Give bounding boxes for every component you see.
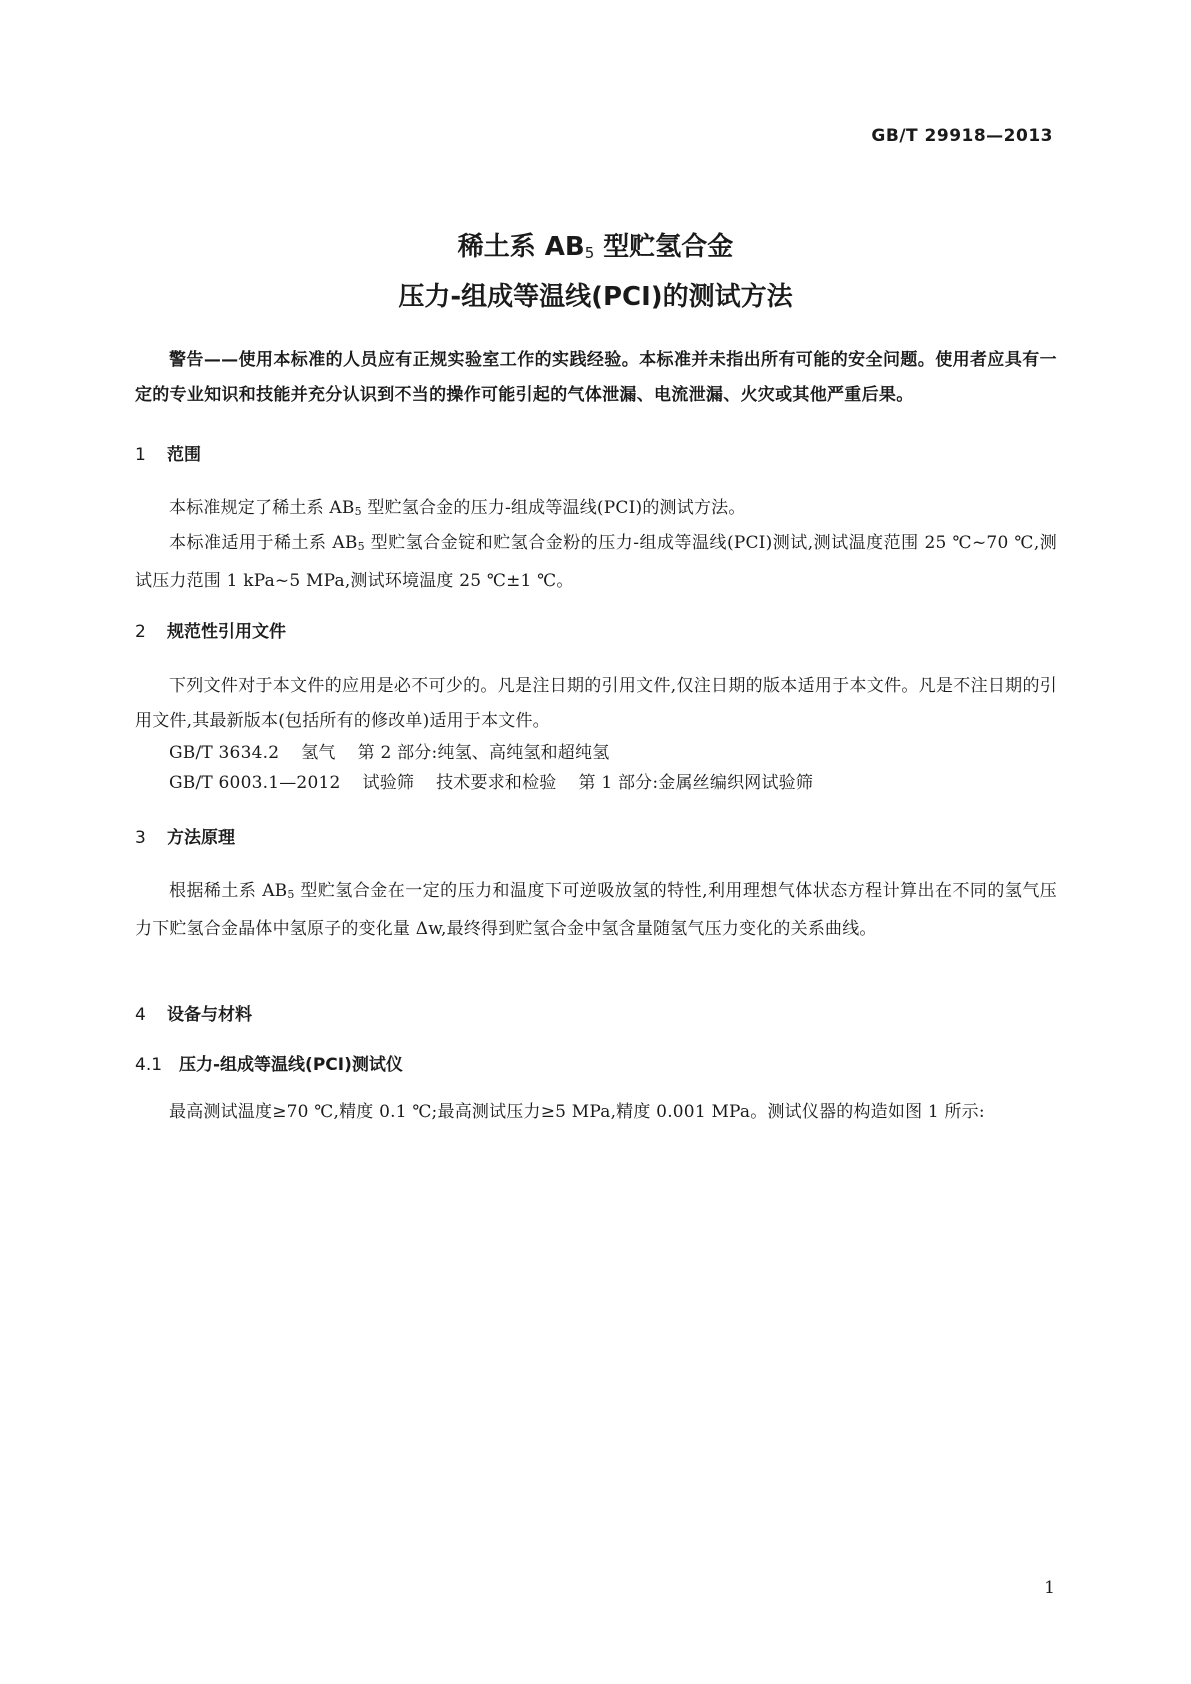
title-subscript: 5: [584, 244, 595, 262]
para-text: 型贮氢合金锭和贮氢合金粉的压力-组成等温线(PCI)测试,测试温度范围 25 ℃~70 ℃,测试压力范围 1 kPa~5 MPa,测试环境温度 25 ℃±1 ℃。: [135, 533, 1057, 591]
reference-name: 氢气: [301, 743, 336, 763]
section-number: 2: [135, 622, 146, 642]
section-4-1-heading: [135, 1050, 403, 1075]
para-subscript: 5: [287, 888, 295, 901]
section-3-heading: [135, 823, 235, 848]
section-1-paragraph-1: [135, 491, 1057, 529]
title-text: 稀土系 AB: [457, 232, 585, 262]
title-text: 型贮氢合金: [594, 232, 734, 262]
reference-part: 第 1 部分:金属丝编织网试验筛: [578, 773, 814, 793]
section-title: 规范性引用文件: [167, 622, 286, 642]
section-1-paragraph-2: [135, 526, 1057, 599]
page-number: 1: [1044, 1578, 1055, 1598]
section-title: 设备与材料: [167, 1005, 252, 1025]
section-number: 4: [135, 1005, 146, 1025]
section-title: 方法原理: [167, 828, 235, 848]
reference-part: 第 2 部分:纯氢、高纯氢和超纯氢: [357, 743, 610, 763]
standard-code: GB/T 29918—2013: [871, 126, 1053, 146]
subsection-number: 4.1: [135, 1055, 163, 1075]
reference-item: [169, 738, 609, 763]
section-number: 3: [135, 828, 146, 848]
para-text: 本标准规定了稀土系 AB: [169, 498, 355, 518]
section-number: 1: [135, 445, 146, 465]
reference-item: [169, 768, 813, 793]
section-2-heading: [135, 617, 286, 642]
para-text: 型贮氢合金的压力-组成等温线(PCI)的测试方法。: [361, 498, 746, 518]
title-line-1: [0, 226, 1191, 263]
reference-code: GB/T 3634.2: [169, 743, 280, 763]
section-1-heading: [135, 440, 201, 465]
para-subscript: 5: [354, 505, 362, 518]
section-4-1-paragraph-1: 最高测试温度≥70 ℃,精度 0.1 ℃;最高测试压力≥5 MPa,精度 0.001 MPa。测试仪器的构造如图 1 所示:: [169, 1102, 985, 1122]
section-3-paragraph-1: [135, 874, 1057, 947]
reference-name: 技术要求和检验: [436, 773, 557, 793]
subsection-title: 压力-组成等温线(PCI)测试仪: [179, 1055, 403, 1075]
section-4-heading: [135, 1000, 252, 1025]
warning-paragraph: 警告——使用本标准的人员应有正规实验室工作的实践经验。本标准并未指出所有可能的安全问题。使用者应具有一定的专业知识和技能并充分认识到不当的操作可能引起的气体泄漏、电流泄漏、火灾或其他严重后果。: [135, 350, 1057, 405]
reference-code: GB/T 6003.1—2012: [169, 773, 341, 793]
section-2-paragraph-1: 下列文件对于本文件的应用是必不可少的。凡是注日期的引用文件,仅注日期的版本适用于本文件。凡是不注日期的引用文件,其最新版本(包括所有的修改单)适用于本文件。: [135, 676, 1057, 731]
para-text: 型贮氢合金在一定的压力和温度下可逆吸放氢的特性,利用理想气体状态方程计算出在不同的氢气压力下贮氢合金晶体中氢原子的变化量 Δw,最终得到贮氢合金中氢含量随氢气压力变化的关系曲线。: [135, 881, 1057, 939]
title-line-2: 压力-组成等温线(PCI)的测试方法: [398, 282, 793, 312]
section-title: 范围: [167, 445, 201, 465]
para-text: 本标准适用于稀土系 AB: [169, 533, 358, 553]
para-subscript: 5: [357, 540, 365, 553]
para-text: 根据稀土系 AB: [169, 881, 288, 901]
reference-name: 试验筛: [362, 773, 415, 793]
